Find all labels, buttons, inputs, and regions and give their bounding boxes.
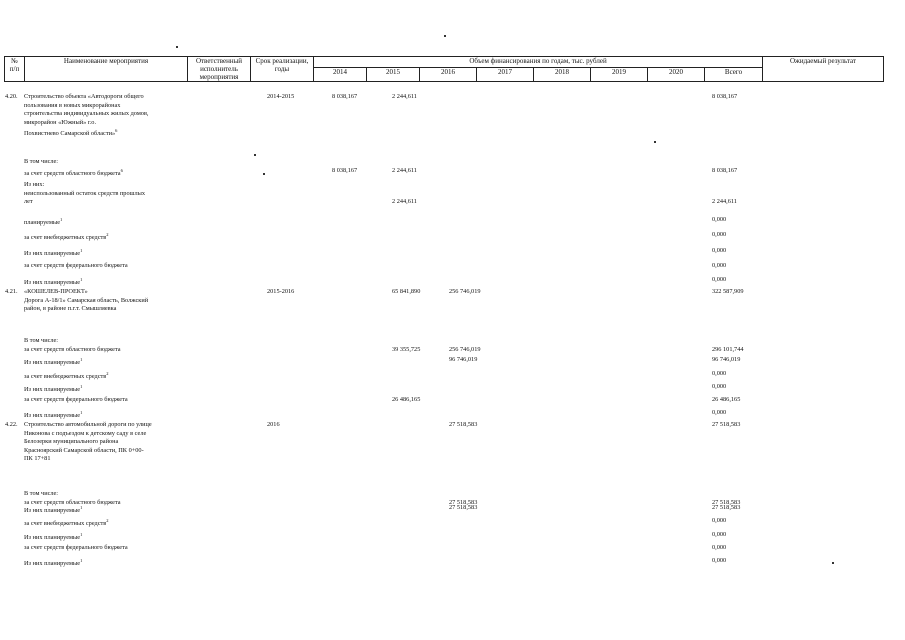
row-name bbox=[24, 276, 82, 288]
footnote-mark: 1 bbox=[80, 532, 83, 537]
row-name bbox=[24, 370, 109, 382]
row-name-line: ПК 17+81 bbox=[24, 455, 51, 463]
row-name-line: «КОШЕЛЕВ-ПРОЕКТ» bbox=[24, 288, 88, 295]
row-name-line: неиспользованный остаток средств прошлых bbox=[24, 189, 145, 197]
row-name-line: В том числе: bbox=[24, 158, 59, 165]
value-total: 322 587,909 bbox=[712, 288, 744, 295]
header-result: Ожидаемый результат bbox=[763, 57, 884, 82]
footnote-mark: 2 bbox=[106, 518, 109, 523]
row-name-line: за счет средств областного бюджета bbox=[24, 345, 121, 353]
row-name-line: Из них планируемые bbox=[24, 534, 81, 542]
header-term: Срок реализации, годы bbox=[251, 57, 314, 82]
value-total: 27 518,583 bbox=[712, 498, 741, 506]
row-name-line: за счет средств областного бюджета bbox=[24, 498, 121, 506]
row-name-line: за счет внебюджетных средств bbox=[24, 520, 107, 528]
value-v2015: 39 355,725 bbox=[392, 345, 421, 353]
footnote-mark: 1 bbox=[80, 277, 83, 282]
value-total: 8 038,167 bbox=[712, 166, 738, 174]
value-total: 0,000 bbox=[712, 231, 727, 238]
row-term: 2015-2016 bbox=[267, 288, 295, 295]
row-name-line: за счет внебюджетных средств bbox=[24, 234, 107, 242]
row-name-line-wrap bbox=[24, 517, 109, 529]
footnote-mark: 6 bbox=[115, 128, 118, 134]
row-name-line-wrap bbox=[24, 557, 82, 569]
row-name-line: за счет внебюджетных средств bbox=[24, 373, 107, 381]
row-name bbox=[24, 531, 82, 543]
header-financing: Объем финансирования по годам, тыс. рублей bbox=[314, 57, 763, 68]
value-v2014: 8 038,167 bbox=[332, 166, 358, 174]
footnote-mark: 1 bbox=[80, 357, 83, 362]
value-total: 0,000 bbox=[712, 247, 727, 254]
value-v2015: 2 244,611 bbox=[392, 166, 417, 174]
scan-speck bbox=[176, 46, 178, 48]
row-name bbox=[24, 231, 109, 243]
footnote-mark: 2 bbox=[106, 371, 109, 376]
footnote-mark: 6 bbox=[120, 167, 123, 173]
scan-speck bbox=[254, 154, 256, 156]
row-name-line-wrap bbox=[24, 216, 62, 228]
value-v2016: 256 746,019 bbox=[449, 288, 481, 295]
value-v2016: 27 518,583 bbox=[449, 421, 478, 428]
row-name bbox=[24, 421, 152, 464]
value-total: 26 486,165 bbox=[712, 396, 741, 403]
row-name-line: пользования в новых микрорайонах bbox=[24, 101, 121, 109]
row-name-line: Похвистнево Самарской области» bbox=[24, 130, 116, 138]
header-year-2016: 2016 bbox=[420, 68, 477, 82]
header-year-2019: 2019 bbox=[591, 68, 648, 82]
header-year-2017: 2017 bbox=[477, 68, 534, 82]
footnote-mark: 1 bbox=[80, 558, 83, 563]
row-name-line: Строительство объекта «Автодороги общего bbox=[24, 93, 144, 100]
scan-speck bbox=[444, 35, 446, 37]
scan-speck bbox=[654, 141, 656, 143]
value-total: 0,000 bbox=[712, 517, 727, 524]
row-name bbox=[24, 356, 82, 368]
row-name-line: Из них планируемые bbox=[24, 279, 81, 287]
row-name-line: Дорога А-18/1» Самарская область, Волжский bbox=[24, 296, 149, 304]
row-name-line: Белозерки муниципального района bbox=[24, 438, 119, 446]
value-total: 0,000 bbox=[712, 276, 727, 283]
row-name-line-wrap bbox=[24, 409, 82, 421]
row-name bbox=[24, 93, 149, 139]
row-name bbox=[24, 557, 82, 569]
footnote-mark: 2 bbox=[106, 232, 109, 237]
value-total: 296 101,744 bbox=[712, 345, 744, 353]
row-name bbox=[24, 158, 123, 178]
footnote-mark: 1 bbox=[80, 505, 83, 510]
row-name-line: Из них планируемые bbox=[24, 507, 81, 515]
value-v2016: 27 518,583 bbox=[449, 498, 478, 506]
row-name-line: Из них планируемые bbox=[24, 359, 81, 367]
row-name-line-wrap bbox=[24, 276, 82, 288]
row-term: 2016 bbox=[267, 421, 280, 428]
value-total: 0,000 bbox=[712, 557, 727, 564]
row-name-line: Строительство автомобильной дороги по улице bbox=[24, 421, 152, 428]
value-total: 0,000 bbox=[712, 370, 727, 377]
row-name-line-wrap bbox=[24, 356, 82, 368]
row-name bbox=[24, 544, 128, 553]
row-name-line: строительства индивидуальных жилых домов, bbox=[24, 110, 149, 118]
row-name-line: за счет средств федерального бюджета bbox=[24, 396, 128, 403]
footnote-mark: 1 bbox=[80, 248, 83, 253]
header-name: Наименование мероприятия bbox=[25, 57, 188, 82]
value-total: 0,000 bbox=[712, 383, 727, 390]
row-number: 4.21. bbox=[5, 288, 18, 295]
table-header bbox=[4, 56, 884, 82]
row-name-line-wrap bbox=[24, 127, 149, 139]
header-year-Всего: Всего bbox=[705, 68, 763, 82]
value-v2014: 8 038,167 bbox=[332, 93, 358, 100]
row-name-line: Из них: bbox=[24, 181, 45, 188]
row-name bbox=[24, 383, 82, 395]
row-term: 2014-2015 bbox=[267, 93, 295, 100]
row-number: 4.22. bbox=[5, 421, 18, 428]
value-total: 8 038,167 bbox=[712, 93, 738, 100]
row-name bbox=[24, 504, 82, 516]
row-name-line: Из них планируемые bbox=[24, 412, 81, 420]
value-total: 0,000 bbox=[712, 409, 727, 416]
row-name-line: планируемые bbox=[24, 219, 60, 227]
row-name-line: за счет средств областного бюджета bbox=[24, 169, 121, 177]
row-name-line: В том числе: bbox=[24, 337, 59, 344]
value-total: 0,000 bbox=[712, 531, 727, 538]
header-year-2015: 2015 bbox=[367, 68, 420, 82]
row-name-line: за счет средств федерального бюджета bbox=[24, 262, 128, 269]
row-name bbox=[24, 396, 128, 405]
value-v2015: 2 244,611 bbox=[392, 198, 417, 206]
row-name-line: лет bbox=[24, 198, 33, 206]
value-total: 0,000 bbox=[712, 544, 727, 551]
row-name bbox=[24, 181, 145, 207]
value-v2015: 26 486,165 bbox=[392, 396, 421, 403]
scan-speck bbox=[263, 173, 265, 175]
scan-speck bbox=[832, 562, 834, 564]
value-total: 96 746,019 bbox=[712, 356, 741, 363]
value-total: 0,000 bbox=[712, 262, 727, 269]
row-name bbox=[24, 517, 109, 529]
row-name-line: Из них планируемые bbox=[24, 560, 81, 568]
row-name-line: район, в районе п.г.т. Смышляевка bbox=[24, 305, 117, 313]
row-name-line: микрорайон «Южный» г.о. bbox=[24, 118, 97, 126]
row-name-line-wrap bbox=[24, 504, 82, 516]
value-total: 0,000 bbox=[712, 216, 727, 223]
row-name-line: Красноярский Самарской области, ПК 0+00- bbox=[24, 446, 144, 454]
footnote-mark: 1 bbox=[59, 217, 63, 222]
value-total: 2 244,611 bbox=[712, 198, 737, 206]
value-total: 27 518,583 bbox=[712, 504, 741, 511]
row-name-line-wrap bbox=[24, 531, 82, 543]
value-v2015: 65 841,890 bbox=[392, 288, 421, 295]
row-name bbox=[24, 216, 62, 228]
row-name bbox=[24, 247, 82, 259]
row-name bbox=[24, 409, 82, 421]
footnote-mark: 1 bbox=[80, 384, 83, 389]
header-responsible: Ответственный исполнитель мероприятия bbox=[188, 57, 251, 82]
header-year-2020: 2020 bbox=[648, 68, 705, 82]
header-no: № п/п bbox=[5, 57, 25, 82]
row-name bbox=[24, 288, 148, 314]
row-name-line-wrap bbox=[24, 383, 82, 395]
value-v2016: 96 746,019 bbox=[449, 356, 478, 363]
row-name bbox=[24, 262, 128, 271]
row-name-line: Из них планируемые bbox=[24, 250, 81, 258]
row-name-line: Из них планируемые bbox=[24, 386, 81, 394]
value-v2015: 2 244,611 bbox=[392, 93, 417, 100]
header-year-2018: 2018 bbox=[534, 68, 591, 82]
row-name-line-wrap bbox=[24, 167, 123, 179]
value-v2016: 256 746,019 bbox=[449, 345, 481, 353]
header-year-2014: 2014 bbox=[314, 68, 367, 82]
row-number: 4.20. bbox=[5, 93, 18, 100]
value-v2016: 27 518,583 bbox=[449, 504, 478, 511]
row-name-line-wrap bbox=[24, 231, 109, 243]
value-total: 27 518,583 bbox=[712, 421, 741, 428]
row-name-line: В том числе: bbox=[24, 490, 59, 497]
footnote-mark: 1 bbox=[80, 410, 83, 415]
row-name-line: за счет средств федерального бюджета bbox=[24, 544, 128, 551]
row-name-line-wrap bbox=[24, 370, 109, 382]
row-name bbox=[24, 337, 121, 354]
row-name-line: Никонова с подъездом к детскому саду в селе bbox=[24, 429, 147, 437]
row-name-line-wrap bbox=[24, 247, 82, 259]
